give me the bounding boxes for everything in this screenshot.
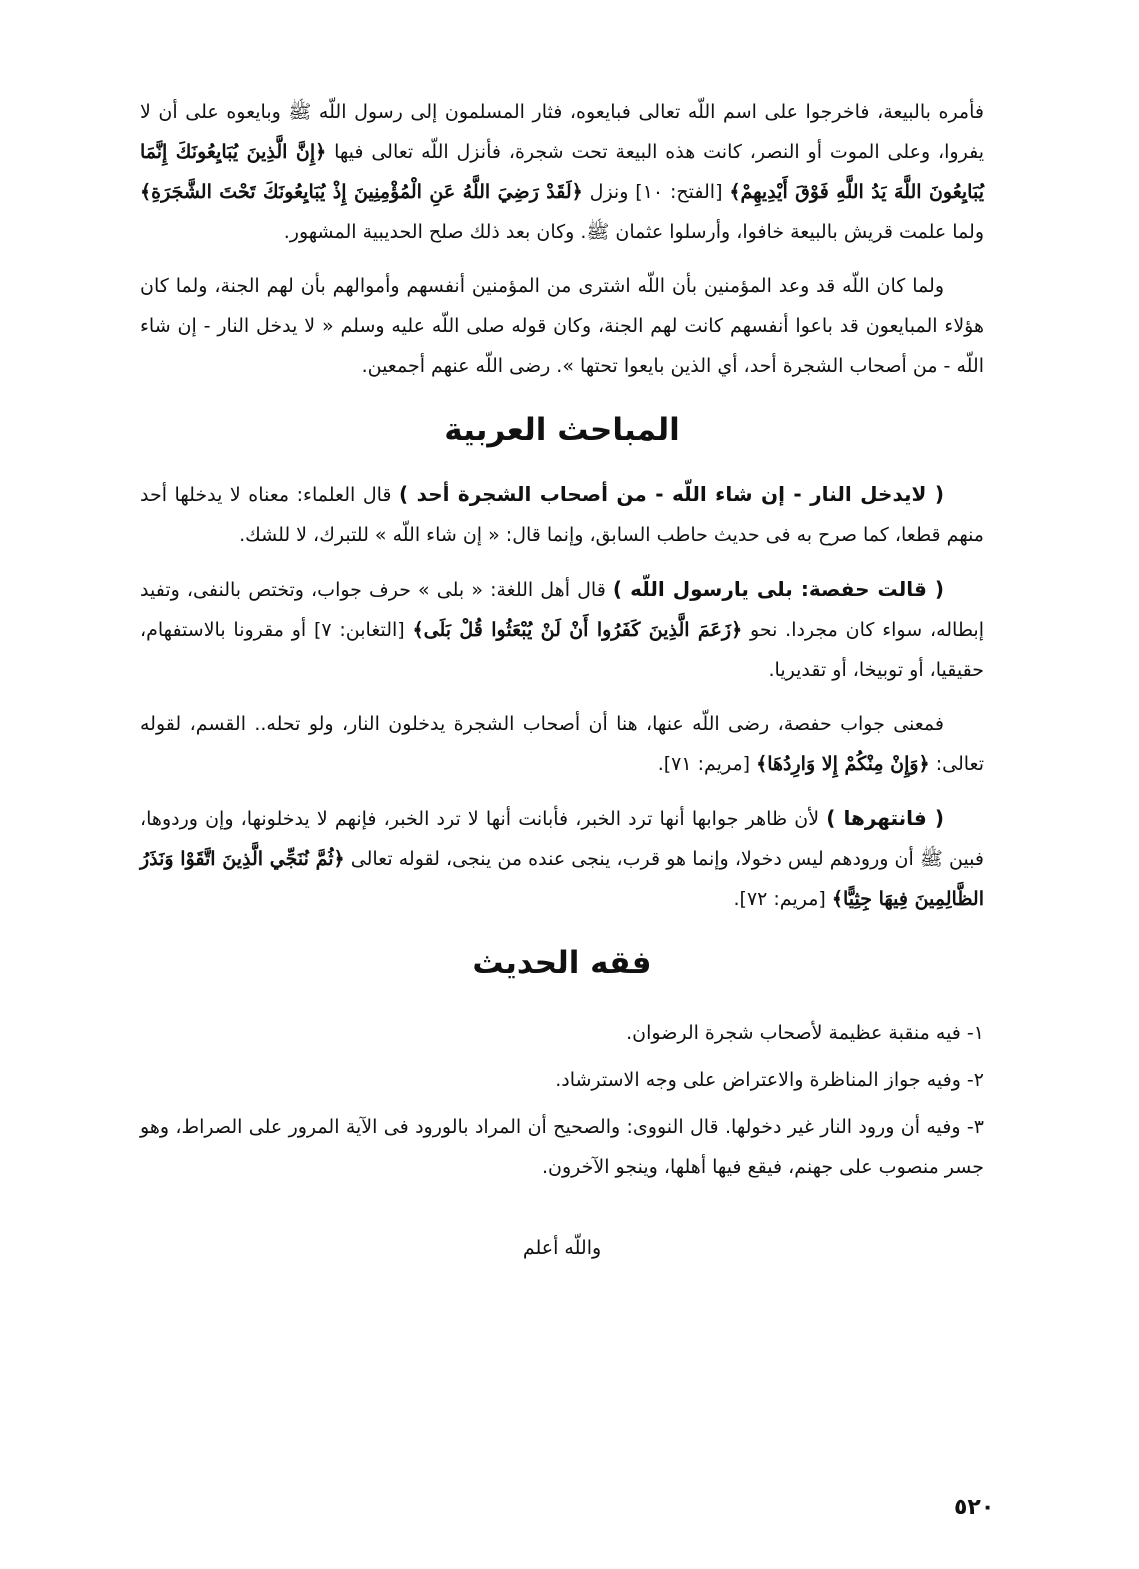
- section1-text-4a: لأن ظاهر جوابها أنها ترد الخبر، فأبانت أنها لا ترد الخبر، فإنهم لا يدخلونها، وإن وردوها، فبين ﷺ أن ورودهم ليس دخولا، وإنما هو قرب، ينجى عنده من ينجى، لقوله تعالى: [140, 808, 984, 870]
- intro-paragraph-2: ولما كان اللّه قد وعد المؤمنين بأن اللّه اشترى من المؤمنين أنفسهم وأموالهم بأن لهم الجنة، ولما كان هؤلاء المبايعون قد باعوا أنفسهم كانت لهم الجنة، وكان قوله صلى اللّه عليه وسلم « لا يدخل النار - إن شاء اللّه - من أصحاب الشجرة أحد، أي الذين بايعوا تحتها ». رضى اللّه عنهم أجمعين.: [140, 275, 984, 377]
- hadith-phrase-3: ( فانتهرها ): [826, 806, 945, 830]
- intro-text-1: فأمره بالبيعة، فاخرجوا على اسم اللّه تعالى فبايعوه، فثار المسلمون إلى رسول اللّه ﷺ وبايعوه على أن لا يفروا، وعلى الموت أو النصر، كانت هذه البيعة تحت شجرة، فأنزل اللّه تعالى فيها: [140, 101, 984, 163]
- quran-verse-maryam-71: ﴿وَإِنْ مِنْكُمْ إِلا وَارِدُهَا﴾: [756, 753, 930, 775]
- hadith-phrase-2: ( قالت حفصة: بلى يارسول اللّه ): [612, 577, 944, 601]
- fiqh-item-3: ٣- وفيه أن ورود النار غير دخولها. قال النووى: والصحيح أن المراد بالورود فى الآية المرور على الصراط، وهو جسر منصوب على جهنم، فيقع فيها أهلها، وينجو الآخرون.: [140, 1116, 984, 1178]
- section1-paragraph-1: [140, 474, 984, 555]
- page-content: [140, 92, 984, 1268]
- quran-verse-fath-18: ﴿لَقَدْ رَضِيَ اللَّهُ عَنِ الْمُؤْمِنِينَ إِذْ يُبَايِعُونَكَ تَحْتَ الشَّجَرَةِ﴾: [140, 181, 583, 203]
- section1-paragraph-4: [140, 798, 984, 919]
- quran-verse-fath-10: ﴿إِنَّ الَّذِينَ يُبَايِعُونَكَ إِنَّمَا يُبَايِعُونَ اللَّهَ يَدُ اللَّهِ فَوْقَ أَيْدِيهِمْ﴾: [140, 141, 984, 203]
- fiqh-item-1: ١- فيه منقبة عظيمة لأصحاب شجرة الرضوان.: [626, 1022, 984, 1044]
- section1-text-2b: [التغابن: ٧] أو مقرونا بالاستفهام، حقيقيا، أو توبيخا، أو تقديريا.: [140, 619, 984, 681]
- fiqh-item-2: ٢- وفيه جواز المناظرة والاعتراض على وجه الاسترشاد.: [555, 1069, 984, 1091]
- section1-paragraph-2: [140, 569, 984, 690]
- section1-text-1: قال العلماء: معناه لا يدخلها أحد منهم قطعا، كما صرح به فى حديث حاطب السابق، وإنما قال: « إن شاء اللّه » للتبرك، لا للشك.: [140, 484, 984, 546]
- page-number: ٥٢٠: [954, 1495, 995, 1520]
- section1-text-4b: [مريم: ٧٢].: [733, 888, 832, 910]
- section-heading-hadith-fiqh: فقه الحديث: [472, 945, 652, 981]
- section1-text-2a: قال أهل اللغة: « بلى » حرف جواب، وتختص بالنفى، وتفيد إبطاله، سواء كان مجردا. نحو: [140, 579, 985, 641]
- section1-paragraph-3: [140, 704, 984, 784]
- intro-text-3: ولما علمت قريش بالبيعة خافوا، وأرسلوا عثمان ﷺ. وكان بعد ذلك صلح الحديبية المشهور.: [283, 221, 984, 243]
- intro-paragraph-1: [140, 92, 984, 252]
- intro-text-2: [الفتح: ١٠] ونزل: [582, 181, 730, 203]
- section1-text-3b: [مريم: ٧١].: [657, 753, 757, 775]
- closing-phrase: واللّه أعلم: [522, 1237, 602, 1259]
- hadith-phrase-1: ( لايدخل النار - إن شاء اللّه - من أصحاب الشجرة أحد ): [399, 482, 945, 506]
- section-heading-arabic-topics: المباحث العربية: [444, 412, 680, 448]
- quran-verse-maryam-72: ﴿ثُمَّ نُنَجِّي الَّذِينَ اتَّقَوْا وَنَذَرُ الظَّالِمِينَ فِيهَا جِثِيًّا﴾: [140, 848, 984, 910]
- section1-text-3a: فمعنى جواب حفصة، رضى اللّه عنها، هنا أن أصحاب الشجرة يدخلون النار، ولو تحله.. القسم، لقوله تعالى:: [140, 713, 984, 775]
- quran-verse-taghabun-7: ﴿زَعَمَ الَّذِينَ كَفَرُوا أَنْ لَنْ يُبْعَثُوا قُلْ بَلَى﴾: [412, 619, 743, 641]
